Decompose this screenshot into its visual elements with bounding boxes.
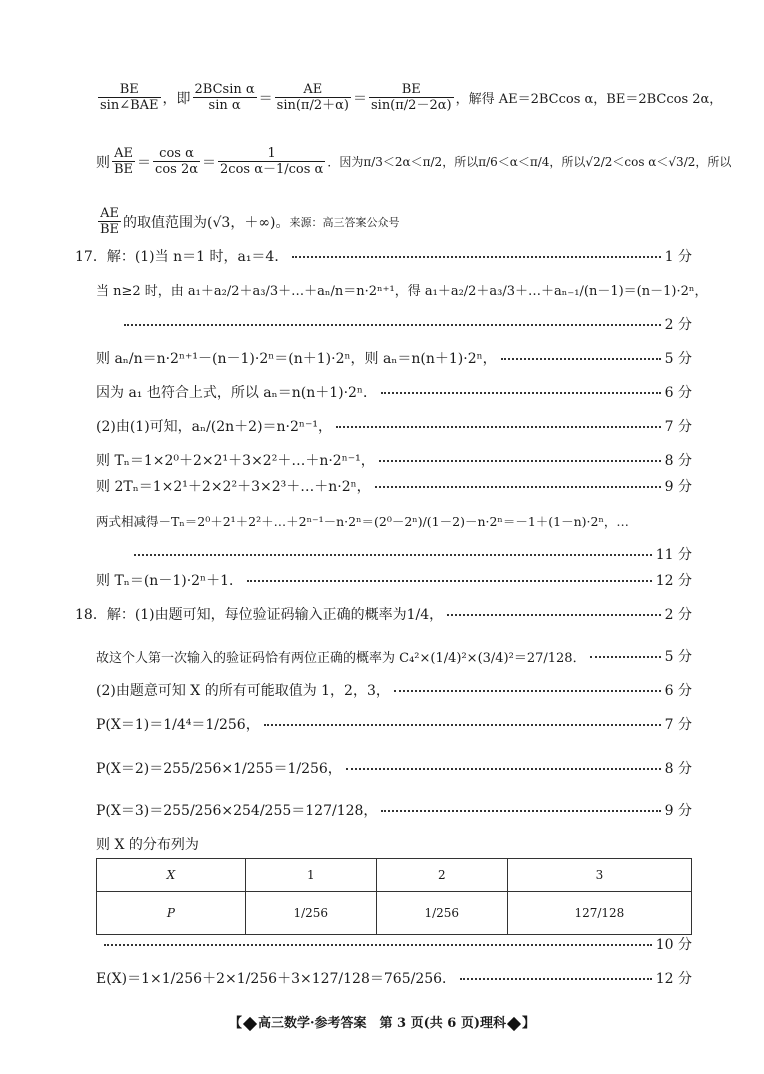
score: 7 分 <box>664 717 692 733</box>
score: 12 分 <box>655 573 692 589</box>
fraction-be-sin2: $\frac{BE}{\sin(\pi/2-2\alpha)}$ <box>370 82 452 113</box>
score: 8 分 <box>664 453 692 469</box>
table-cell: 1 <box>245 859 376 892</box>
page-footer: 【 高三数学·参考答案 第 3 页(共 6 页)理科 】 <box>228 1016 536 1031</box>
diamond-icon <box>243 1016 257 1030</box>
table-cell: 1/256 <box>245 892 376 935</box>
q18-line-3: (2)由题意可知 X 的所有可能取值为 1，2，3， 6 分 <box>96 680 692 700</box>
top-line-2: 则 $\frac{AE}{BE}$ ＝ $\frac{\text{cos α}}{\cos 2\alpha}$ ＝ $\frac{1}{\text{2cos α－1/cos α}}$ ．因为π/3＜2α＜π/2，所以π/6＜α＜π/4，所以√2/2＜cos α＜√3/2，所以 <box>96 146 732 177</box>
q18-line-5: P(X＝2)＝255/256×1/255＝1/256， 8 分 <box>96 758 692 778</box>
fraction-cos: $\frac{\text{cos α}}{\cos 2\alpha}$ <box>155 146 199 177</box>
q17-line-5: (2)由(1)可知，aₙ/(2n＋2)＝n·2ⁿ⁻¹， 7 分 <box>96 416 692 436</box>
source-note: 来源：高三答案公众号 <box>289 215 400 229</box>
q17-line-1: 17．解：(1)当 n＝1 时，a₁＝4． 1 分 <box>75 246 692 266</box>
q17-line-2: 当 n≥2 时，由 a₁＋a₂/2＋a₃/3＋…＋aₙ/n＝n·2ⁿ⁺¹，得 a₁＋a₂/2＋a₃/3＋…＋aₙ₋₁/(n－1)＝(n－1)·2ⁿ， <box>96 284 708 299</box>
score: 9 分 <box>664 803 692 819</box>
fraction-ae-sin: $\frac{AE}{\sin(\pi/2+\alpha)}$ <box>276 82 349 113</box>
score: 5 分 <box>664 649 692 665</box>
q17-line-4: 因为 a₁ 也符合上式，所以 aₙ＝n(n＋1)·2ⁿ． 6 分 <box>96 382 692 402</box>
q18-line-7: 则 X 的分布列为 <box>96 837 199 853</box>
q17-line-8: 两式相减得－Tₙ＝2⁰＋2¹＋2²＋…＋2ⁿ⁻¹－n·2ⁿ＝(2⁰－2ⁿ)/(1－2)－n·2ⁿ＝－1＋(1－n)·2ⁿ，… <box>96 514 629 529</box>
table-header-row <box>97 859 692 892</box>
q17-line-6: 则 Tₙ＝1×2⁰＋2×2¹＋3×2²＋…＋n·2ⁿ⁻¹， 8 分 <box>96 450 692 470</box>
score: 6 分 <box>664 385 692 401</box>
fraction-ae-be: $\frac{AE}{BE}$ <box>114 146 134 177</box>
table-cell: 1/256 <box>376 892 507 935</box>
score: 1 分 <box>664 249 692 265</box>
q17-line-3: 则 aₙ/n＝n·2ⁿ⁺¹－(n－1)·2ⁿ＝(n＋1)·2ⁿ，则 aₙ＝n(n＋1)·2ⁿ， 5 分 <box>96 348 692 368</box>
q17-line-9: 则 Tₙ＝(n－1)·2ⁿ＋1． 12 分 <box>96 570 692 590</box>
score: 8 分 <box>664 761 692 777</box>
q17-line-2-score <box>120 314 692 334</box>
score: 6 分 <box>664 683 692 699</box>
score: 5 分 <box>664 351 692 367</box>
fraction-2bcsin: $\frac{\text{2BCsin α}}{\text{sin α}}$ <box>194 82 255 113</box>
score: 2 分 <box>664 607 692 623</box>
q18-line-8: E(X)＝1×1/256＋2×1/256＋3×127/128＝765/256． 12 分 <box>96 968 692 988</box>
table-cell: P <box>97 892 246 935</box>
q18-line-2: 故这个人第一次输入的验证码恰有两位正确的概率为 C₄²×(1/4)²×(3/4)²＝27/128． 5 分 <box>96 646 692 666</box>
score: 9 分 <box>664 479 692 495</box>
table-cell: X <box>97 859 246 892</box>
fraction-ae-be-2: $\frac{AE}{BE}$ <box>100 206 120 237</box>
table-cell: 3 <box>507 859 691 892</box>
fraction-be-sinbae: $\frac{BE}{\text{sin∠BAE}}$ <box>100 82 159 113</box>
score: 2 分 <box>664 317 692 333</box>
fraction-one: $\frac{1}{\text{2cos α－1/cos α}}$ <box>220 146 324 177</box>
q18-line-4: P(X＝1)＝1/4⁴＝1/256， 7 分 <box>96 714 692 734</box>
q18-line-1: 18．解：(1)由题可知，每位验证码输入正确的概率为1/4， 2 分 <box>75 604 692 624</box>
table-row <box>97 892 692 935</box>
table-cell: 2 <box>376 859 507 892</box>
q17-line-7: 则 2Tₙ＝1×2¹＋2×2²＋3×2³＋…＋n·2ⁿ， 9 分 <box>96 476 692 496</box>
q18-line-6: P(X＝3)＝255/256×254/255＝127/128， 9 分 <box>96 800 692 820</box>
distribution-table <box>96 858 692 935</box>
top-line-1: $\frac{BE}{\text{sin∠BAE}}$ ，即 $\frac{\text{2BCsin α}}{\text{sin α}}$ ＝ $\frac{AE}{\sin(\pi/2+\alpha)}$ ＝ $\frac{BE}{\sin(\pi/2-2\alpha)}$ ，解得 AE＝2BCcos α，BE＝2BCcos 2α， <box>100 82 723 113</box>
score: 12 分 <box>655 971 692 987</box>
score: 10 分 <box>655 937 692 953</box>
q17-line-8-score <box>130 544 692 564</box>
score: 11 分 <box>655 547 692 563</box>
top-line-3: $\frac{AE}{BE}$ 的取值范围为(√3，＋∞)。 来源：高三答案公众号 <box>100 206 400 237</box>
diamond-icon <box>507 1016 521 1030</box>
table-cell: 127/128 <box>507 892 691 935</box>
score: 7 分 <box>664 419 692 435</box>
q18-table-score <box>100 934 692 954</box>
